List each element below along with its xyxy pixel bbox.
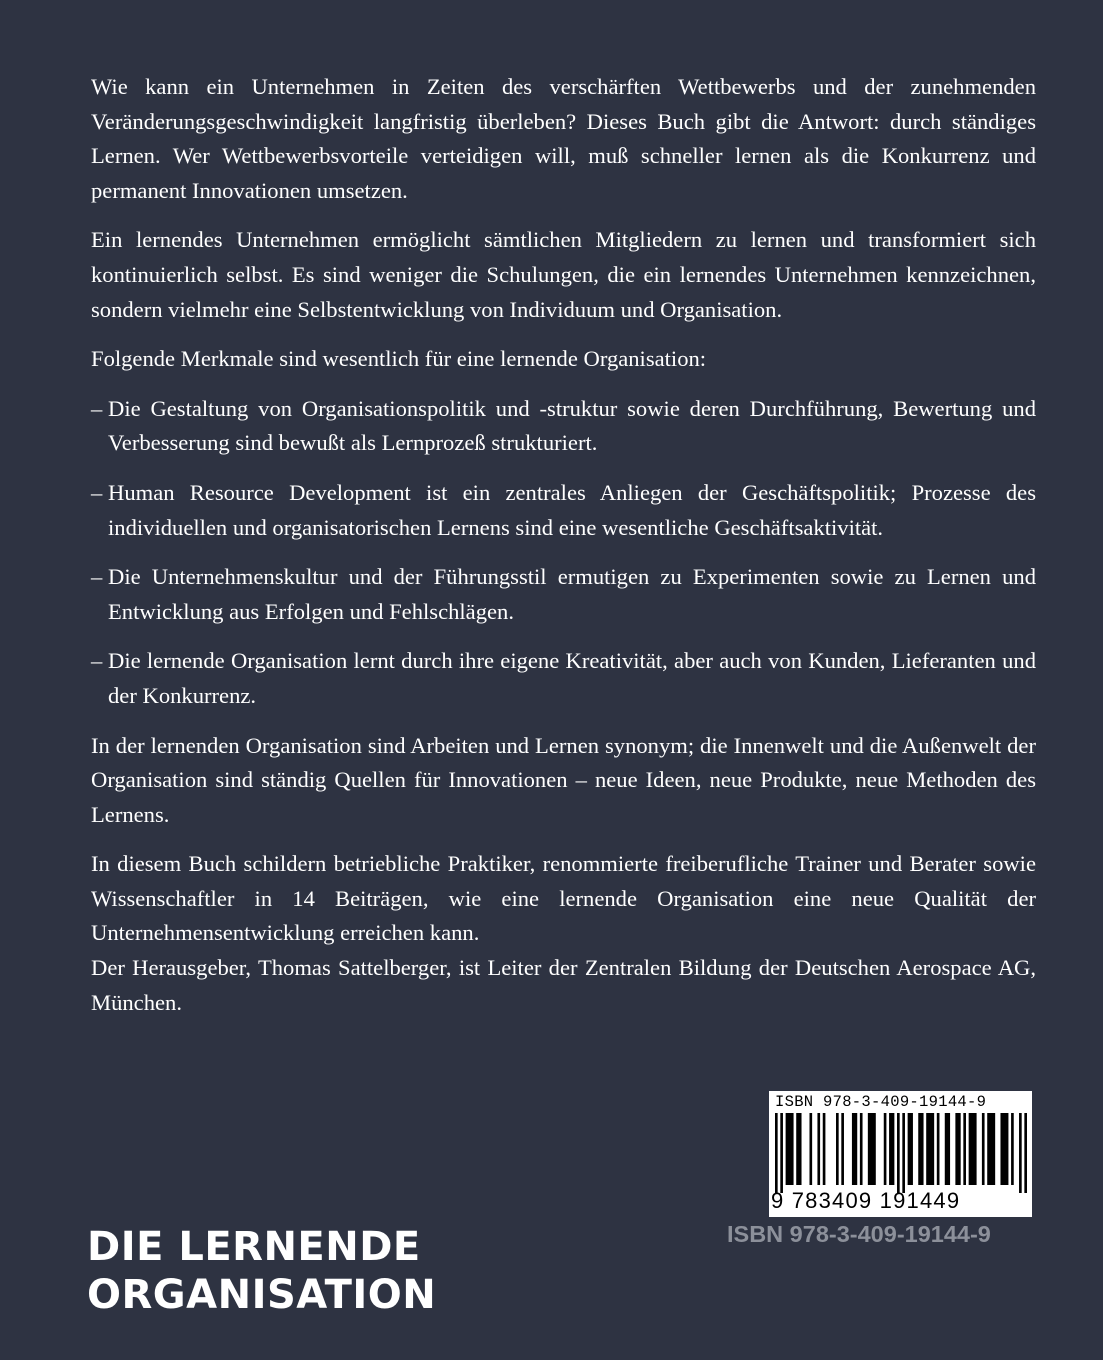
barcode-bar [786, 1113, 794, 1185]
barcode-bar [918, 1113, 923, 1185]
barcode-bar [969, 1113, 977, 1185]
barcode-bar [775, 1113, 778, 1193]
barcode-bar [982, 1113, 985, 1185]
list-item [91, 476, 1036, 545]
list-item [91, 392, 1036, 461]
barcode-bar [817, 1113, 820, 1185]
barcode-digits: 9 783409 191449 [771, 1188, 961, 1213]
merkmale-intro: Folgende Merkmale sind wesentlich für eine lernende Organisation: [91, 346, 707, 372]
list-item-text: Die Unternehmenskultur und der Führungsstil ermutigen zu Experimenten sowie zu Lernen und Entwicklung aus Erfolgen und Fehlschlägen. [108, 564, 1036, 624]
barcode-bar [902, 1113, 905, 1193]
herausgeber-paragraph: Der Herausgeber, Thomas Sattelberger, ist Leiter der Zentralen Bildung der Deutschen Aerospace AG, München. [91, 955, 1036, 1015]
barcode-bar [780, 1113, 783, 1193]
book-title-line-1: DIE LERNENDE [87, 1224, 421, 1270]
barcode-bar [860, 1113, 863, 1185]
intro-paragraph: Wie kann ein Unternehmen in Zeiten des verschärften Wettbewerbs und der zunehmenden Veränderungsgeschwindigkeit langfristig überleben? Dieses Buch gibt die Antwort: durch ständiges Lernen. Wer Wettbewerbsvorteile verteidigen will, muß schneller lernen als die Konkurrenz und permanent Innovationen umsetzen. [91, 74, 1036, 203]
barcode-bar [823, 1113, 826, 1185]
lernendes-unternehmen-paragraph: Ein lernendes Unternehmen ermöglicht sämtlichen Mitgliedern zu lernen und transformiert sich kontinuierlich selbst. Es sind weniger die Schulungen, die ein lernendes Unternehmen kennzeichnen, sondern vielmehr eine Selbstentwicklung von Individuum und Organisation. [91, 227, 1036, 322]
barcode-bar [884, 1113, 887, 1185]
list-dash: – [91, 648, 103, 674]
barcode-bar [963, 1113, 966, 1185]
barcode-bar [809, 1113, 812, 1185]
barcode-bar [937, 1113, 940, 1185]
barcode-bar [897, 1113, 900, 1193]
back-cover-blurb [91, 70, 1036, 1035]
arbeiten-lernen-paragraph: In der lernenden Organisation sind Arbeiten und Lernen synonym; die Innenwelt und die Außenwelt der Organisation sind ständig Quellen für Innovationen – neue Ideen, neue Produkte, neue Methoden des Lernens. [91, 732, 1036, 827]
barcode-bar [945, 1113, 950, 1185]
barcode-bar [926, 1113, 934, 1185]
barcode-isbn-label: ISBN 978-3-409-19144-9 [775, 1093, 987, 1111]
list-item-text: Die Gestaltung von Organisationspolitik und -struktur sowie deren Durchführung, Bewertung und Verbesserung sind bewußt als Lernprozeß strukturiert. [108, 395, 1036, 456]
barcode-bar [1000, 1113, 1008, 1185]
barcode-bar [987, 1113, 995, 1185]
barcode-bar [836, 1113, 839, 1185]
list-item [91, 644, 1036, 713]
book-title-line-2: ORGANISATION [87, 1272, 437, 1318]
barcode-bar [889, 1113, 894, 1185]
list-item-text: Human Resource Development ist ein zentrales Anliegen der Geschäftspolitik; Prozesse des individuellen und organisatorischen Lernens sind eine wesentliche Geschäftsaktivität. [108, 479, 1036, 540]
buch-beitraege-paragraph: In diesem Buch schildern betriebliche Praktiker, renommierte freiberufliche Trainer und Berater sowie Wissenschaftler in 14 Beiträgen, wie eine lernende Organisation eine neue Qualität der Unternehmensentwicklung erreichen kann. [91, 851, 1036, 946]
list-item [91, 560, 1036, 629]
book-title [87, 1223, 436, 1319]
barcode-bar [841, 1113, 844, 1185]
isbn-barcode [769, 1091, 1032, 1217]
barcode-bar [1019, 1113, 1022, 1193]
barcode-bar [955, 1113, 960, 1185]
barcode-bars [775, 1113, 1027, 1193]
barcode-bar [852, 1113, 857, 1185]
list-dash: – [91, 479, 103, 505]
barcode-bar [1011, 1113, 1014, 1185]
barcode-bar [908, 1113, 913, 1185]
barcode-bar [1024, 1113, 1027, 1193]
list-dash: – [91, 564, 103, 590]
list-item-text: Die lernende Organisation lernt durch ihre eigene Kreativität, aber auch von Kunden, Lieferanten und der Konkurrenz. [108, 648, 1036, 708]
barcode-bar [796, 1113, 801, 1185]
isbn-text: ISBN 978-3-409-19144-9 [727, 1221, 991, 1247]
barcode-bar [868, 1113, 876, 1185]
list-dash: – [91, 395, 103, 421]
